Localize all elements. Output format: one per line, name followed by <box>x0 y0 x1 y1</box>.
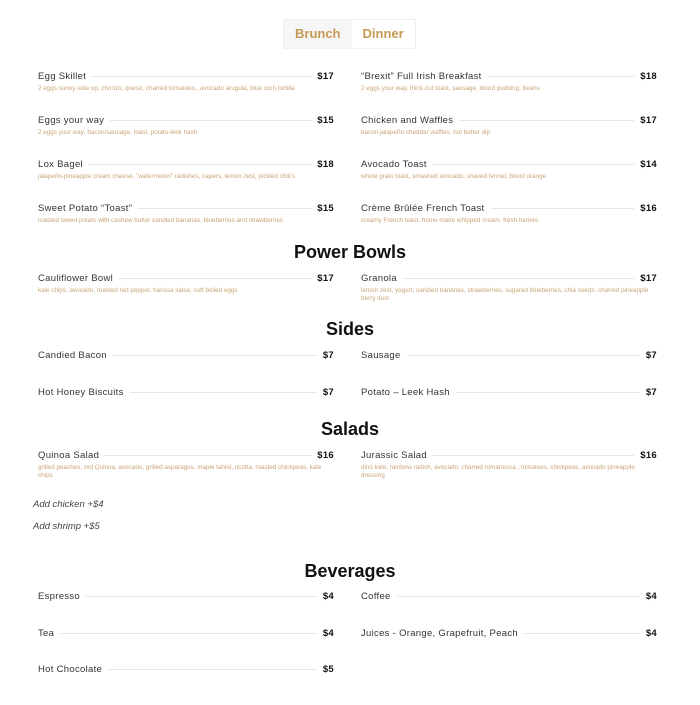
menu-item <box>38 159 334 203</box>
menu-item-name: Chicken and Waffles <box>361 115 454 126</box>
dotted-leader <box>403 278 634 279</box>
menu-item-price: $5 <box>322 664 334 675</box>
section-title-beverages: Beverages <box>304 561 396 581</box>
menu-item-description: creamy French toast, home made whipped cream, fresh berries <box>361 217 539 224</box>
dotted-leader <box>524 633 640 634</box>
menu-item <box>361 115 657 159</box>
menu-item-name: Candied Bacon <box>38 350 107 361</box>
menu-item <box>361 203 657 247</box>
menu-item-row <box>38 203 334 214</box>
menu-item-name: Avocado Toast <box>361 159 427 170</box>
sides-section <box>38 350 658 424</box>
menu-item-description: dino kale, rainbow radish, avocado, charred romanesca , tomatoes, chickpeas, avocado pineapple dressing <box>361 464 635 479</box>
dotted-leader <box>459 120 634 121</box>
menu-item <box>361 159 657 203</box>
menu-item-description: bacon-jalapeño cheddar waffles, hot butter dip <box>361 129 491 136</box>
dotted-leader <box>60 633 317 634</box>
tab-brunch[interactable]: Brunch <box>284 20 352 48</box>
menu-item-price: $17 <box>640 273 657 284</box>
menu-item-name: Cauliflower Bowl <box>38 273 114 284</box>
menu-item-price: $7 <box>645 387 657 398</box>
menu-item-price: $18 <box>640 71 657 82</box>
menu-item-row <box>361 350 657 361</box>
salads-section <box>38 450 658 494</box>
menu-item-description: jalapeño-pineapple cream cheese, "watermelon" radishes, capers, lemon zest, pickled chili's <box>38 173 295 180</box>
menu-item-price: $15 <box>317 115 334 126</box>
power-bowls-section <box>38 273 658 317</box>
dotted-leader <box>407 355 640 356</box>
menu-item-price: $4 <box>645 627 657 639</box>
menu-item <box>38 350 334 387</box>
menu-item-name: Jurassic Salad <box>361 450 427 461</box>
addon-chicken: Add chicken +$4 <box>33 499 104 510</box>
menu-item <box>361 628 657 665</box>
menu-tabs <box>283 19 416 49</box>
menu-item-row <box>361 115 657 126</box>
menu-item-description: lemon zest, yogurt, candied bananas, strawberries, sugared blueberries, chia seeds, charred pineapple berry dust <box>361 287 649 302</box>
menu-item-description: kale chips, avocado, roasted red pepper, harissa salsa, soft boiled eggs <box>38 287 238 294</box>
menu-item <box>38 115 334 159</box>
menu-item-price: $14 <box>640 159 657 170</box>
menu-item-name: Quinoa Salad <box>38 450 100 461</box>
dotted-leader <box>119 278 311 279</box>
menu-item-name: Hot Chocolate <box>38 664 103 675</box>
menu-item-row <box>361 628 657 639</box>
menu-item-price: $18 <box>317 159 334 170</box>
section-title-sides: Sides <box>325 319 375 339</box>
dotted-leader <box>433 164 634 165</box>
menu-item-price: $17 <box>317 71 334 82</box>
menu-item-price: $7 <box>645 350 657 361</box>
menu-item-row <box>38 350 334 361</box>
brunch-section <box>38 71 658 247</box>
menu-item-name: Juices - Orange, Grapefruit, Peach <box>361 627 518 639</box>
menu-item-row <box>361 273 657 284</box>
menu-item-name: Sausage <box>361 350 401 361</box>
menu-item-name: “Brexit” Full Irish Breakfast <box>361 71 482 82</box>
dotted-leader <box>433 455 634 456</box>
addon-shrimp: Add shrimp +$5 <box>33 521 100 532</box>
menu-item-price: $16 <box>640 450 657 461</box>
beverages-section <box>38 591 658 701</box>
menu-item <box>361 450 657 494</box>
menu-item-price: $16 <box>317 450 334 461</box>
dotted-leader <box>92 76 311 77</box>
menu-item <box>38 664 334 701</box>
menu-item-name: Espresso <box>38 591 81 602</box>
menu-item-price: $4 <box>322 591 334 602</box>
dotted-leader <box>488 76 635 77</box>
menu-item-description: grilled peaches, red Quinoa, avocado, grilled asparagus, maple tahini, ricotta, roasted chickpeas, kale chips <box>38 464 322 479</box>
menu-item-name: Coffee <box>361 591 391 602</box>
dotted-leader <box>86 596 317 597</box>
menu-item <box>38 71 334 115</box>
menu-item-row <box>38 273 334 284</box>
menu-item-name: Eggs your way <box>38 115 105 126</box>
menu-item-row <box>38 450 334 461</box>
menu-item <box>361 71 657 115</box>
dotted-leader <box>138 208 311 209</box>
menu-item-name: Tea <box>38 627 55 639</box>
menu-item-row <box>361 203 657 214</box>
menu-item-price: $16 <box>640 203 657 214</box>
menu-item-name: Sweet Potato “Toast” <box>38 203 133 214</box>
menu-item-name: Crème Brûlée French Toast <box>361 203 485 214</box>
dotted-leader <box>130 392 317 393</box>
menu-item-row <box>361 159 657 170</box>
menu-item-description: 2 eggs sunny-side up, chorizo, queso, charred tomatoes,, avocado arugula, blue corn tortilla <box>38 85 295 92</box>
dotted-leader <box>491 208 635 209</box>
menu-item-name: Hot Honey Biscuits <box>38 387 124 398</box>
menu-item-price: $17 <box>317 273 334 284</box>
menu-item-description: 2 eggs your way; bacon/sausage, toast, potato-leek hash <box>38 129 198 136</box>
dotted-leader <box>110 120 311 121</box>
section-title-power-bowls: Power Bowls <box>293 242 407 262</box>
dotted-leader <box>89 164 311 165</box>
menu-item-row <box>38 628 334 639</box>
menu-item-row <box>38 664 334 675</box>
menu-item <box>38 203 334 247</box>
menu-item-row <box>361 387 657 398</box>
menu-item-price: $4 <box>322 627 334 639</box>
menu-item-name: Egg Skillet <box>38 71 87 82</box>
menu-item-row <box>38 159 334 170</box>
dotted-leader <box>113 355 317 356</box>
dotted-leader <box>456 392 640 393</box>
menu-item-row <box>38 387 334 398</box>
dotted-leader <box>105 455 311 456</box>
menu-item-price: $4 <box>645 591 657 602</box>
section-title-salads: Salads <box>320 419 380 439</box>
menu-item-row <box>361 450 657 461</box>
menu-item-row <box>38 115 334 126</box>
menu-item <box>38 591 334 628</box>
menu-item-price: $7 <box>322 387 334 398</box>
menu-item-price: $15 <box>317 203 334 214</box>
menu-item-name: Lox Bagel <box>38 159 83 170</box>
menu-item-description: whole grain toast, smashed avocado, shaved fennel, blood orange <box>361 173 547 180</box>
dotted-leader <box>108 669 317 670</box>
menu-item-row <box>38 71 334 82</box>
dotted-leader <box>397 596 640 597</box>
menu-item-description: 2 eggs your way, thick-cut toast, sausage, blood pudding, beans <box>361 85 540 92</box>
menu-item <box>38 450 334 494</box>
menu-item <box>361 591 657 628</box>
menu-item <box>38 273 334 317</box>
menu-item-row <box>38 591 334 602</box>
menu-item <box>361 350 657 387</box>
tab-dinner[interactable]: Dinner <box>362 26 404 41</box>
menu-item-name: Granola <box>361 273 397 284</box>
menu-item <box>361 273 657 317</box>
menu-item-price: $17 <box>640 115 657 126</box>
menu-item <box>38 628 334 665</box>
menu-item-name: Potato – Leek Hash <box>361 387 450 398</box>
menu-item-price: $7 <box>322 350 334 361</box>
menu-item-row <box>361 591 657 602</box>
menu-item-description: roasted sweet potato with cashew butter candied bananas, blueberries and strawberries <box>38 217 284 224</box>
menu-item-row <box>361 71 657 82</box>
